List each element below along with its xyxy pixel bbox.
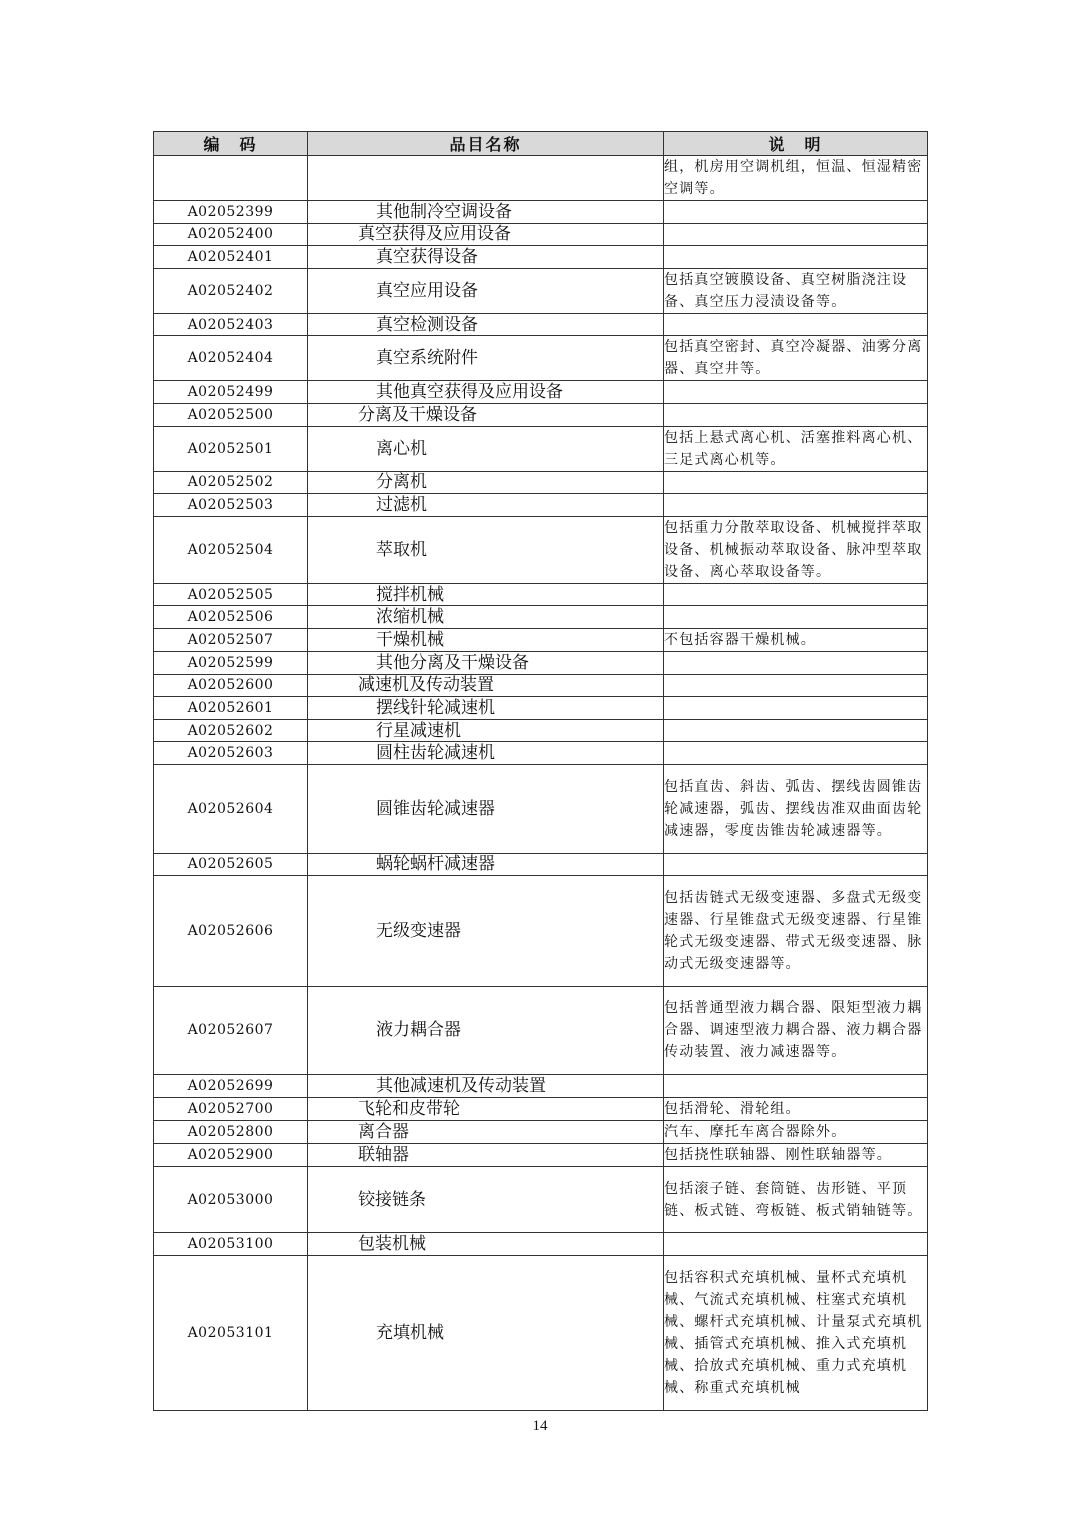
table-row [154,201,928,224]
item-code [154,156,308,201]
item-description [664,1075,928,1098]
item-name: 圆锥齿轮减速器 [308,764,664,853]
item-name: 分离及干燥设备 [308,403,664,426]
item-description [664,201,928,224]
item-code: A02052499 [154,381,308,404]
table-row [154,606,928,629]
table-row [154,986,928,1075]
table-row [154,1233,928,1256]
item-description [664,853,928,876]
item-name: 离心机 [308,426,664,471]
item-code: A02052900 [154,1143,308,1166]
item-name: 真空应用设备 [308,268,664,313]
item-code: A02052606 [154,876,308,987]
item-description: 包括直齿、斜齿、弧齿、摆线齿圆锥齿轮减速器，弧齿、摆线齿准双曲面齿轮减速器，零度齿锥齿轮减速器等。 [664,764,928,853]
item-name: 蜗轮蜗杆减速器 [308,853,664,876]
item-description [664,223,928,246]
item-description [664,1233,928,1256]
item-description [664,674,928,697]
item-description: 包括滚子链、套筒链、齿形链、平顶链、板式链、弯板链、板式销轴链等。 [664,1166,928,1233]
item-name: 浓缩机械 [308,606,664,629]
item-description [664,742,928,765]
item-name: 其他制冷空调设备 [308,201,664,224]
item-description [664,471,928,494]
header-item-name: 品目名称 [308,132,664,156]
item-code: A02052599 [154,651,308,674]
item-code: A02052506 [154,606,308,629]
table-row [154,1097,928,1120]
table-row [154,876,928,987]
item-description: 包括挠性联轴器、刚性联轴器等。 [664,1143,928,1166]
item-code: A02052403 [154,313,308,336]
item-description: 包括普通型液力耦合器、限矩型液力耦合器、调速型液力耦合器、液力耦合器传动装置、液力减速器等。 [664,986,928,1075]
table-row [154,223,928,246]
item-code: A02052699 [154,1075,308,1098]
item-description: 不包括容器干燥机械。 [664,628,928,651]
item-description: 包括滑轮、滑轮组。 [664,1097,928,1120]
item-name: 分离机 [308,471,664,494]
item-name: 真空检测设备 [308,313,664,336]
item-description [664,381,928,404]
table-row [154,583,928,606]
item-description [664,494,928,517]
item-code: A02052800 [154,1120,308,1143]
item-description: 包括上悬式离心机、活塞推料离心机、三足式离心机等。 [664,426,928,471]
table-row [154,628,928,651]
item-name: 包装机械 [308,1233,664,1256]
item-description: 包括真空镀膜设备、真空树脂浇注设备、真空压力浸渍设备等。 [664,268,928,313]
item-description [664,651,928,674]
item-name [308,156,664,201]
item-description [664,606,928,629]
item-name: 真空系统附件 [308,336,664,381]
table-row [154,516,928,583]
item-code: A02052503 [154,494,308,517]
item-name: 搅拌机械 [308,583,664,606]
table-row [154,853,928,876]
table-row [154,381,928,404]
item-code: A02052602 [154,719,308,742]
table-row [154,403,928,426]
item-name: 其他真空获得及应用设备 [308,381,664,404]
item-name: 真空获得及应用设备 [308,223,664,246]
item-description: 包括齿链式无级变速器、多盘式无级变速器、行星锥盘式无级变速器、行星锥轮式无级变速器、带式无级变速器、脉动式无级变速器等。 [664,876,928,987]
item-name: 萃取机 [308,516,664,583]
item-description [664,583,928,606]
item-code: A02052500 [154,403,308,426]
item-code: A02052605 [154,853,308,876]
item-code: A02052505 [154,583,308,606]
item-code: A02052401 [154,246,308,269]
item-code: A02052504 [154,516,308,583]
item-description: 组，机房用空调机组，恒温、恒湿精密空调等。 [664,156,928,201]
item-name: 过滤机 [308,494,664,517]
item-description: 包括重力分散萃取设备、机械搅拌萃取设备、机械振动萃取设备、脉冲型萃取设备、离心萃取设备等。 [664,516,928,583]
table-row [154,246,928,269]
item-name: 真空获得设备 [308,246,664,269]
item-name: 摆线针轮减速机 [308,697,664,720]
table-row [154,1075,928,1098]
item-code: A02052507 [154,628,308,651]
item-description [664,246,928,269]
item-name: 铰接链条 [308,1166,664,1233]
header-description: 说 明 [664,132,928,156]
item-name: 液力耦合器 [308,986,664,1075]
table-row [154,742,928,765]
item-code: A02052404 [154,336,308,381]
table-row [154,697,928,720]
header-row [154,132,928,156]
table-body [154,156,928,1411]
item-name: 减速机及传动装置 [308,674,664,697]
item-name: 联轴器 [308,1143,664,1166]
table-row [154,1166,928,1233]
item-code: A02053000 [154,1166,308,1233]
item-code: A02052399 [154,201,308,224]
page-number: 14 [532,1418,548,1434]
item-code: A02052700 [154,1097,308,1120]
item-name: 干燥机械 [308,628,664,651]
item-name: 充填机械 [308,1256,664,1411]
item-code: A02053100 [154,1233,308,1256]
item-code: A02052402 [154,268,308,313]
item-name: 离合器 [308,1120,664,1143]
item-name: 无级变速器 [308,876,664,987]
table-row [154,764,928,853]
item-code: A02052600 [154,674,308,697]
item-code: A02052400 [154,223,308,246]
item-name: 飞轮和皮带轮 [308,1097,664,1120]
item-code: A02052502 [154,471,308,494]
item-description: 包括真空密封、真空冷凝器、油雾分离器、真空井等。 [664,336,928,381]
table-row [154,336,928,381]
item-name: 行星减速机 [308,719,664,742]
table-row [154,1143,928,1166]
item-description [664,403,928,426]
item-code: A02053101 [154,1256,308,1411]
item-description [664,313,928,336]
item-name: 其他减速机及传动装置 [308,1075,664,1098]
item-name: 其他分离及干燥设备 [308,651,664,674]
table-row [154,1256,928,1411]
catalog-table [153,131,928,1411]
item-code: A02052603 [154,742,308,765]
table-row [154,471,928,494]
table-row [154,426,928,471]
item-description [664,697,928,720]
item-name: 圆柱齿轮减速机 [308,742,664,765]
item-code: A02052601 [154,697,308,720]
table-row [154,156,928,201]
item-description: 汽车、摩托车离合器除外。 [664,1120,928,1143]
table-row [154,651,928,674]
table-row [154,494,928,517]
item-description [664,719,928,742]
table-row [154,313,928,336]
item-code: A02052607 [154,986,308,1075]
table-row [154,719,928,742]
table-row [154,674,928,697]
item-description: 包括容积式充填机械、量杯式充填机械、气流式充填机械、柱塞式充填机械、螺杆式充填机械、计量泵式充填机械、插管式充填机械、推入式充填机械、拾放式充填机械、重力式充填机械、称重式充填机械 [664,1256,928,1411]
table-row [154,1120,928,1143]
header-code: 编 码 [154,132,308,156]
item-code: A02052501 [154,426,308,471]
item-code: A02052604 [154,764,308,853]
table-row [154,268,928,313]
